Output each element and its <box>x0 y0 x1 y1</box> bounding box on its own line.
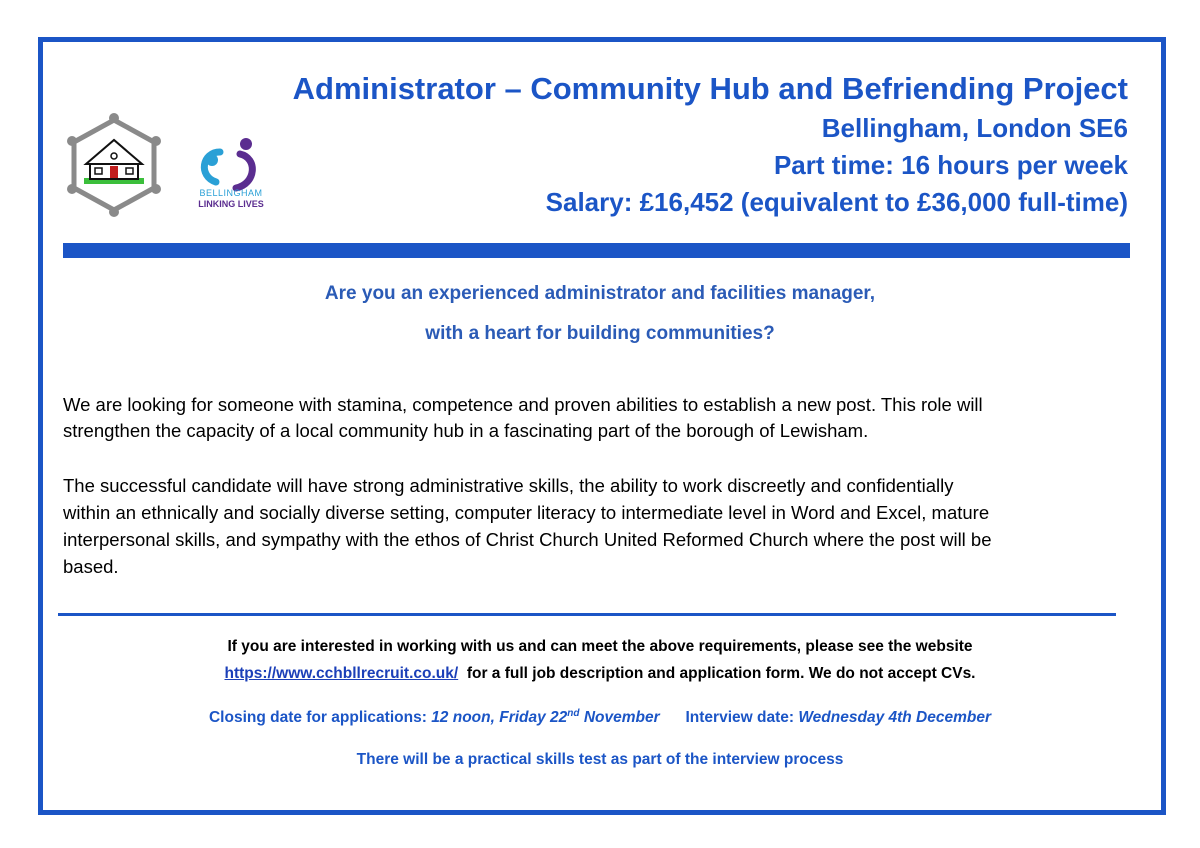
closing-date-suffix: nd <box>567 708 580 719</box>
closing-date-main: 12 noon, Friday 22 <box>431 709 568 727</box>
logo-bellingham: BELLINGHAM <box>199 188 263 198</box>
dates-line <box>0 708 1200 727</box>
para2-line2: within an ethnically and socially diverse setting, computer literacy to intermediate level in Word and Excel, mature <box>63 502 990 523</box>
question-line-1: Are you an experienced administrator and facilities manager, <box>324 283 876 304</box>
closing-date-label: Closing date for applications: <box>208 709 427 727</box>
linking-lives-logo-text <box>186 188 276 210</box>
para2-line1: The successful candidate will have strong administrative skills, the ability to work discreetly and confidentially <box>63 475 954 496</box>
closing-date-value <box>431 709 659 726</box>
job-salary: Salary: £16,452 (equivalent to £36,000 full-time) <box>545 187 1128 217</box>
para1-line2: strengthen the capacity of a local community hub in a fascinating part of the borough of Lewisham. <box>63 420 869 441</box>
header-divider <box>63 243 1130 258</box>
interview-date-value: Wednesday 4th December <box>798 709 992 727</box>
website-link[interactable]: https://www.cchbllrecruit.co.uk/ <box>224 665 459 682</box>
job-header <box>293 68 1128 221</box>
job-location: Bellingham, London SE6 <box>821 113 1128 143</box>
para2-line4: based. <box>63 556 119 577</box>
apply-line-2-text: for a full job description and application form. We do not accept CVs. <box>466 665 976 682</box>
footer-divider <box>58 613 1116 616</box>
church-logo <box>62 112 167 218</box>
job-title: Administrator – Community Hub and Befriending Project <box>292 71 1128 106</box>
para2-line3: interpersonal skills, and sympathy with the ethos of Christ Church United Reformed Church where the post will be <box>63 529 992 550</box>
skills-test-note: There will be a practical skills test as part of the interview process <box>356 751 844 768</box>
logo-linking-lives: LINKING LIVES <box>198 199 264 209</box>
para1-line1: We are looking for someone with stamina, competence and proven abilities to establish a new post. This role will <box>63 394 983 415</box>
apply-line-2 <box>0 665 1200 683</box>
apply-line-1: If you are interested in working with us and can meet the above requirements, please see the website <box>227 638 973 655</box>
interview-date-label: Interview date: <box>685 709 795 727</box>
question-line-2: with a heart for building communities? <box>425 323 775 344</box>
closing-date-month: November <box>583 709 660 727</box>
job-hours: Part time: 16 hours per week <box>773 150 1128 180</box>
